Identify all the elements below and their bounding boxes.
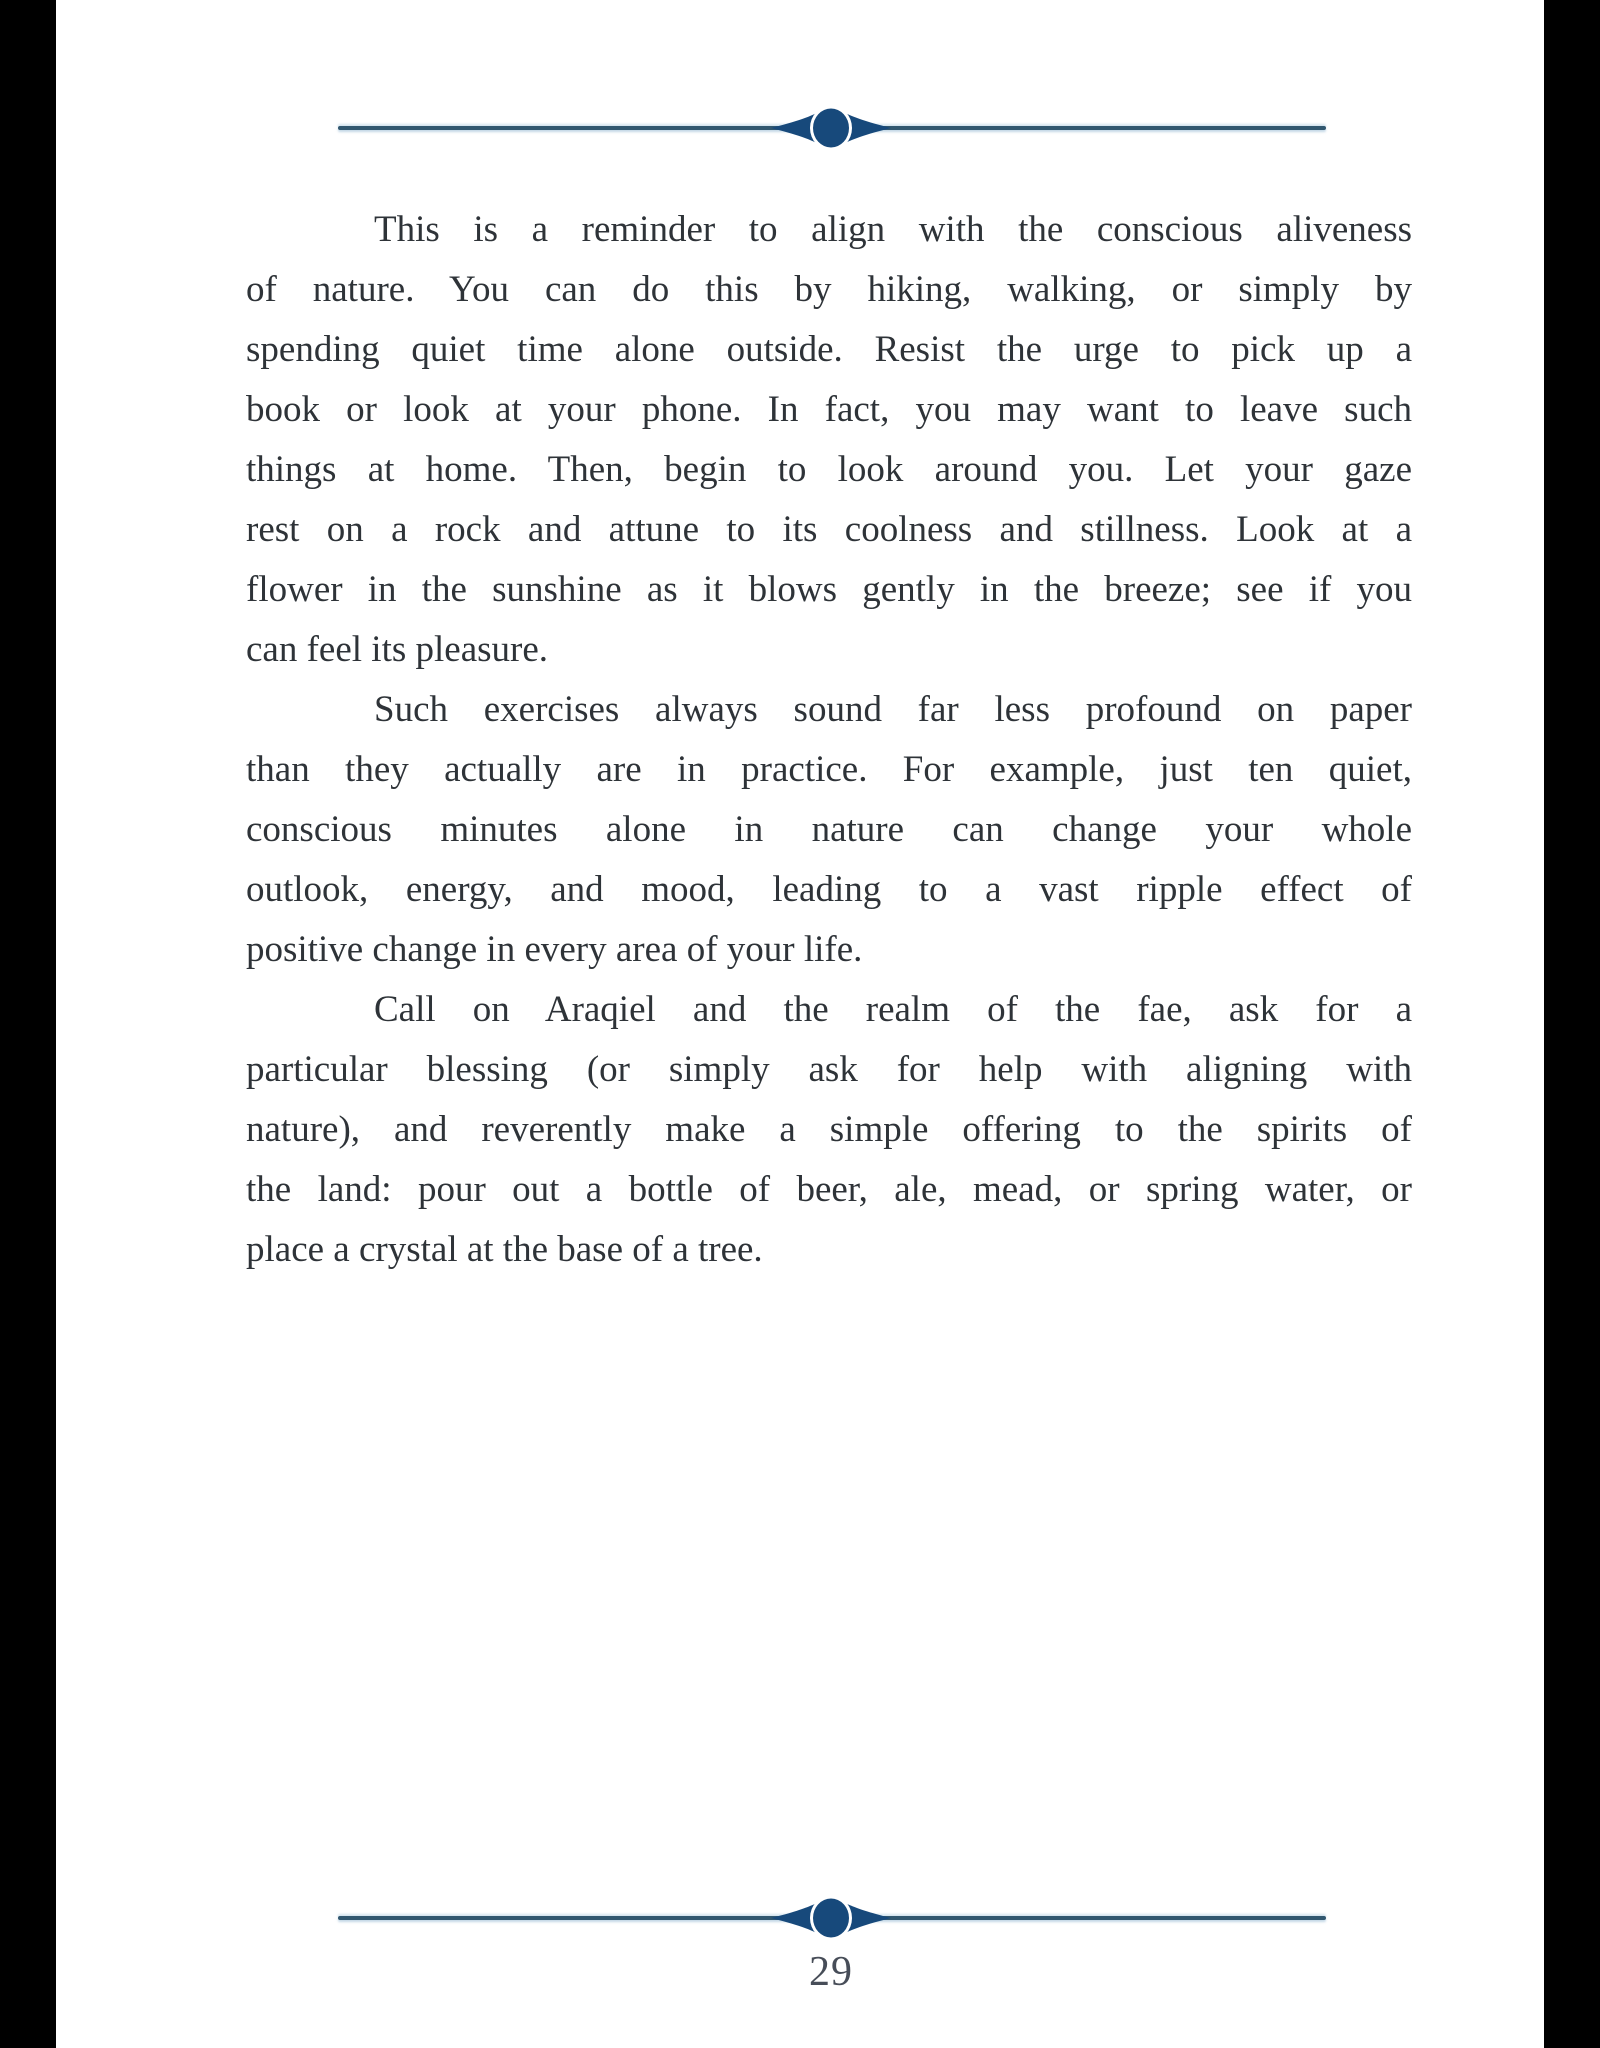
body-text	[246, 200, 1412, 1280]
paragraph	[246, 680, 1412, 980]
book-page	[56, 0, 1544, 2048]
page-number: 29	[809, 1949, 853, 1995]
text-line: than they actually are in practice. For example, just ten quiet,	[246, 749, 1412, 790]
text-line: Call on Araqiel and the realm of the fae, ask for a	[374, 989, 1412, 1030]
text-line: rest on a rock and attune to its coolness and stillness. Look at a	[246, 509, 1412, 550]
text-line: book or look at your phone. In fact, you may want to leave such	[246, 389, 1412, 430]
text-line: can feel its pleasure.	[246, 629, 549, 670]
text-line: This is a reminder to align with the conscious aliveness	[374, 209, 1412, 250]
eye-ornament-icon	[769, 1895, 893, 1941]
paragraph	[246, 200, 1412, 680]
paragraph	[246, 980, 1412, 1280]
text-line: positive change in every area of your life.	[246, 929, 863, 970]
text-line: the land: pour out a bottle of beer, ale, mead, or spring water, or	[246, 1169, 1412, 1210]
text-line: conscious minutes alone in nature can change your whole	[246, 809, 1412, 850]
text-line: spending quiet time alone outside. Resist the urge to pick up a	[246, 329, 1412, 370]
text-line: Such exercises always sound far less profound on paper	[374, 689, 1412, 730]
text-line: nature), and reverently make a simple offering to the spirits of	[246, 1109, 1412, 1150]
text-line: of nature. You can do this by hiking, walking, or simply by	[246, 269, 1412, 310]
text-line: particular blessing (or simply ask for help with aligning with	[246, 1049, 1412, 1090]
text-line: place a crystal at the base of a tree.	[246, 1229, 763, 1270]
eye-ornament-icon	[769, 105, 893, 151]
text-line: outlook, energy, and mood, leading to a vast ripple effect of	[246, 869, 1412, 910]
text-line: things at home. Then, begin to look around you. Let your gaze	[246, 449, 1412, 490]
text-line: flower in the sunshine as it blows gently in the breeze; see if you	[246, 569, 1412, 610]
